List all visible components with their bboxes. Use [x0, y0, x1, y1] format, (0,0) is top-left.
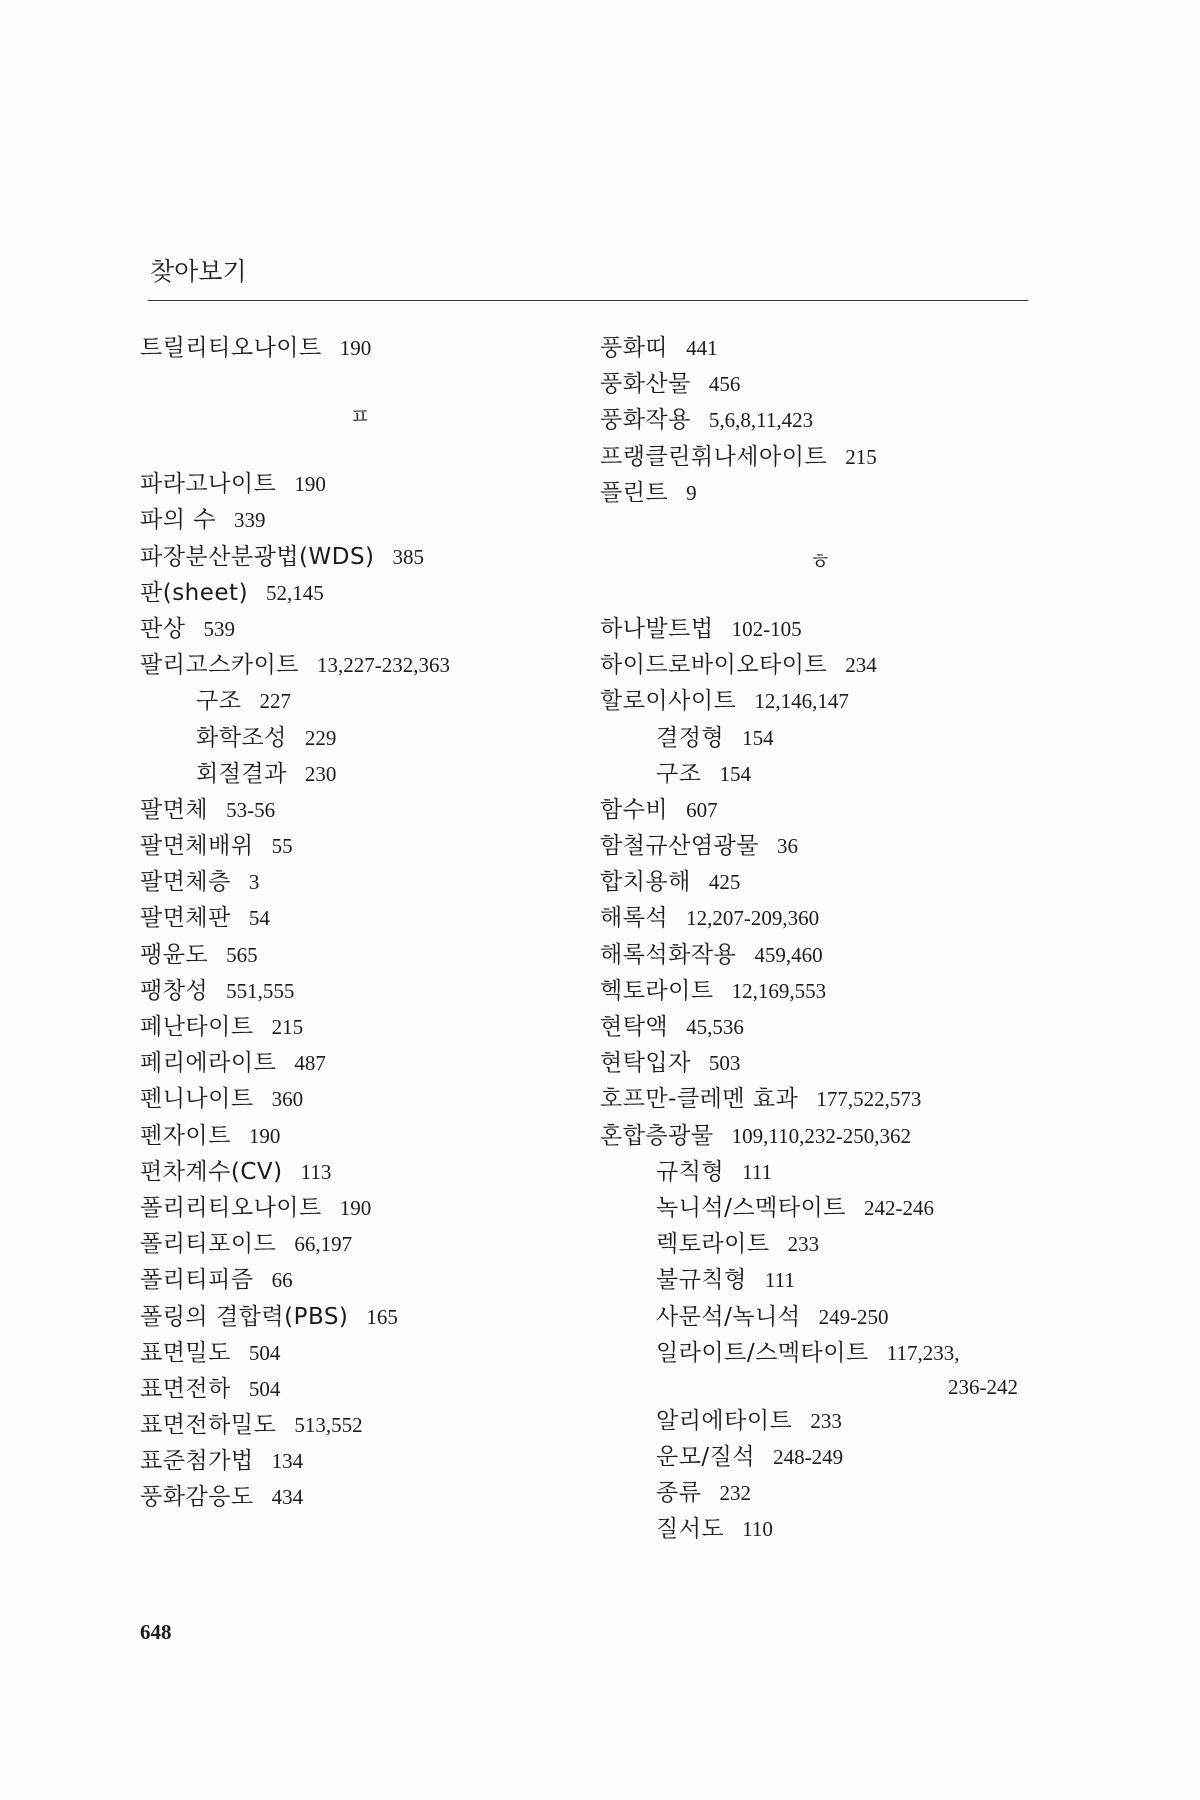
index-pages: 215 — [845, 444, 877, 469]
index-subentry — [600, 1511, 1040, 1547]
index-pages: 487 — [294, 1051, 326, 1076]
index-term: 프랭클린휘나세아이트 — [600, 443, 828, 470]
index-pages: 165 — [366, 1304, 398, 1329]
index-column-left — [140, 330, 580, 1516]
index-pages: 551,555 — [226, 978, 295, 1003]
index-subentry — [600, 756, 1040, 792]
index-pages: 227 — [259, 689, 291, 714]
index-term: 폴리티피즘 — [140, 1267, 254, 1294]
index-pages: 113 — [300, 1159, 332, 1184]
index-pages: 236-242 — [948, 1374, 1018, 1399]
index-term: 폴링의 결합력(PBS) — [140, 1303, 349, 1330]
index-pages: 5,6,8,11,423 — [708, 408, 814, 433]
index-entry-list — [600, 330, 1040, 511]
index-pages: 441 — [686, 336, 718, 360]
index-term: 사문석/녹니석 — [656, 1303, 801, 1330]
index-pages: 232 — [719, 1481, 751, 1506]
index-pages: 607 — [686, 797, 718, 822]
index-pages: 425 — [708, 870, 741, 895]
index-entry — [140, 502, 580, 538]
index-subentry — [600, 720, 1040, 756]
index-term: 규칙형 — [656, 1158, 725, 1185]
index-term: 녹니석/스멕타이트 — [656, 1194, 846, 1221]
index-pages: 111 — [742, 1159, 773, 1184]
index-entry — [140, 900, 580, 936]
index-entry — [600, 366, 1040, 402]
index-entry — [600, 900, 1040, 936]
index-pages: 385 — [392, 544, 425, 569]
index-pages: 134 — [271, 1449, 304, 1474]
index-term: 해록석 — [600, 905, 669, 932]
index-subentry — [140, 720, 580, 756]
index-term: 헥토라이트 — [600, 977, 714, 1004]
header-title: 찾아보기 — [150, 257, 247, 286]
section-letter: ㅎ — [809, 549, 831, 575]
index-pages: 12,207-209,360 — [686, 906, 820, 931]
index-pages: 109,110,232-250,362 — [731, 1123, 912, 1148]
index-pages: 13,227-232,363 — [317, 653, 451, 678]
index-pages: 504 — [248, 1340, 281, 1365]
index-term: 파라고나이트 — [140, 471, 277, 498]
index-pages: 154 — [742, 725, 774, 750]
index-pages: 190 — [294, 472, 326, 497]
index-entry — [600, 1045, 1040, 1081]
index-entry — [600, 647, 1040, 683]
index-entry — [140, 1118, 580, 1154]
index-pages: 215 — [271, 1015, 304, 1039]
index-pages: 339 — [233, 508, 266, 533]
index-term: 렉토라이트 — [656, 1231, 770, 1258]
index-entry — [140, 539, 580, 575]
index-entry — [140, 937, 580, 973]
index-entry — [140, 1154, 580, 1190]
index-entry — [600, 1118, 1040, 1154]
index-subentry — [600, 1475, 1040, 1511]
index-pages: 248-249 — [773, 1445, 844, 1470]
index-term: 팔면체배위 — [140, 833, 254, 860]
index-entry — [140, 973, 580, 1009]
index-pages: 565 — [226, 942, 258, 967]
index-term: 파장분산분광법(WDS) — [140, 543, 375, 570]
index-term: 풍화띠 — [600, 335, 669, 361]
index-subentry — [600, 1154, 1040, 1190]
index-term: 페리에라이트 — [140, 1050, 277, 1077]
index-term: 트릴리티오나이트 — [140, 335, 322, 361]
index-entry — [140, 1479, 580, 1515]
index-pages: 249-250 — [818, 1304, 889, 1329]
running-header — [148, 252, 1028, 301]
index-term: 폴리티포이드 — [140, 1231, 277, 1258]
index-term: 판상 — [140, 615, 186, 642]
index-entry — [140, 1299, 580, 1335]
index-subentry — [600, 1226, 1040, 1262]
index-entry — [140, 330, 580, 366]
index-pages: 154 — [719, 761, 751, 786]
index-term: 구조 — [196, 688, 242, 715]
index-entry — [140, 1371, 580, 1407]
index-term: 혼합층광물 — [600, 1122, 714, 1149]
index-pages: 456 — [708, 372, 741, 397]
index-pages: 45,536 — [686, 1015, 744, 1039]
index-term: 종류 — [656, 1480, 702, 1507]
index-entry — [140, 1262, 580, 1298]
index-subentry — [600, 1190, 1040, 1226]
index-entry — [600, 864, 1040, 900]
index-entry — [600, 1009, 1040, 1045]
index-entry-list — [140, 466, 580, 1515]
index-pages: 12,169,553 — [731, 978, 827, 1003]
index-term: 질서도 — [656, 1516, 725, 1543]
index-pages: 9 — [686, 480, 697, 505]
index-pages: 459,460 — [754, 942, 823, 967]
index-term: 할로이사이트 — [600, 688, 737, 715]
index-term: 합치용해 — [600, 869, 691, 896]
index-pages: 539 — [203, 616, 235, 641]
index-term: 폴리리티오나이트 — [140, 1194, 322, 1221]
index-term: 호프만-클레멘 효과 — [600, 1086, 799, 1113]
header-rule — [148, 300, 1028, 301]
index-term: 운모/질석 — [656, 1444, 756, 1471]
index-pages: 513,552 — [294, 1413, 363, 1438]
index-term: 판(sheet) — [140, 579, 249, 606]
index-entry — [140, 864, 580, 900]
index-pages: 54 — [248, 906, 270, 931]
index-term: 일라이트/스멕타이트 — [656, 1339, 869, 1366]
index-subentry — [600, 1299, 1040, 1335]
index-entry — [140, 466, 580, 502]
index-term: 펜니나이트 — [140, 1086, 254, 1113]
index-term: 팽창성 — [140, 977, 209, 1004]
index-pages: 190 — [248, 1123, 281, 1148]
index-subentry — [600, 1403, 1040, 1439]
index-entry — [600, 937, 1040, 973]
index-term: 표준첨가법 — [140, 1448, 254, 1475]
index-pages: 233 — [810, 1408, 842, 1433]
index-entry — [140, 1335, 580, 1371]
index-entry — [140, 1190, 580, 1226]
index-entry — [140, 1443, 580, 1479]
index-entry — [600, 439, 1040, 475]
index-entry — [600, 330, 1040, 366]
index-term: 페난타이트 — [140, 1014, 254, 1040]
index-entry — [140, 1045, 580, 1081]
index-pages: 102-105 — [731, 616, 802, 641]
index-entry — [600, 683, 1040, 719]
index-entry — [600, 973, 1040, 1009]
index-entry — [140, 575, 580, 611]
index-subentry — [140, 756, 580, 792]
index-subentry — [600, 1335, 1040, 1371]
index-entry — [140, 828, 580, 864]
index-term: 해록석화작용 — [600, 941, 737, 968]
index-pages: 117,233, — [886, 1340, 960, 1365]
index-pages: 12,146,147 — [754, 689, 849, 714]
index-term: 하나발트법 — [600, 615, 714, 642]
index-pages: 242-246 — [864, 1195, 934, 1220]
index-term: 파의 수 — [140, 507, 216, 534]
index-pages: 36 — [777, 834, 799, 859]
index-term: 현탁액 — [600, 1014, 669, 1040]
index-term: 결정형 — [656, 724, 725, 751]
index-term: 표면전하밀도 — [140, 1412, 277, 1439]
index-pages: 434 — [271, 1485, 304, 1510]
index-subentry — [600, 1439, 1040, 1475]
index-entry-list — [600, 611, 1040, 1548]
index-entry — [140, 611, 580, 647]
index-entry — [140, 1407, 580, 1443]
index-term: 표면밀도 — [140, 1339, 231, 1366]
index-pages: 177,522,573 — [816, 1087, 922, 1112]
index-term: 팔면체층 — [140, 869, 231, 896]
index-term: 구조 — [656, 760, 702, 787]
index-term: 팔면체판 — [140, 905, 231, 932]
index-pages: 360 — [271, 1087, 304, 1112]
page-number: 648 — [140, 1620, 172, 1644]
index-pages: 110 — [742, 1517, 773, 1542]
index-pages: 111 — [764, 1268, 795, 1293]
index-term: 플린트 — [600, 479, 669, 506]
index-column-right — [600, 330, 1040, 1548]
index-term: 회절결과 — [196, 760, 287, 787]
index-term: 표면전하 — [140, 1375, 231, 1402]
index-term: 팽윤도 — [140, 941, 209, 968]
index-term: 현탁입자 — [600, 1050, 691, 1077]
index-pages: 66,197 — [294, 1232, 353, 1257]
index-term: 불규칙형 — [656, 1267, 747, 1294]
index-term: 펜자이트 — [140, 1122, 231, 1149]
index-term: 함수비 — [600, 796, 669, 823]
index-entry — [600, 611, 1040, 647]
index-pages: 55 — [271, 834, 293, 859]
section-letter: ㅍ — [349, 405, 371, 431]
index-subentry — [600, 1262, 1040, 1298]
index-pages: 233 — [787, 1232, 820, 1257]
index-entry — [140, 792, 580, 828]
index-term: 풍화감응도 — [140, 1484, 254, 1511]
index-entry — [140, 1009, 580, 1045]
index-term: 하이드로바이오타이트 — [600, 652, 828, 679]
index-entry — [600, 402, 1040, 438]
index-pages: 229 — [304, 725, 337, 750]
index-pages: 234 — [845, 653, 877, 678]
index-entry — [600, 828, 1040, 864]
index-entry — [600, 475, 1040, 511]
index-subentry — [140, 683, 580, 719]
index-pages: 3 — [248, 870, 260, 895]
index-term: 풍화작용 — [600, 407, 691, 434]
index-pages: 504 — [248, 1376, 281, 1401]
index-term: 함철규산염광물 — [600, 833, 760, 860]
index-pages: 52,145 — [266, 580, 324, 605]
index-pages: 190 — [339, 1195, 372, 1220]
index-entry — [140, 647, 580, 683]
index-pages: 66 — [271, 1268, 293, 1293]
index-entry-continuation — [600, 1371, 1040, 1403]
index-pages: 190 — [339, 336, 372, 360]
index-term: 화학조성 — [196, 724, 287, 751]
index-term: 알리에타이트 — [656, 1407, 793, 1434]
index-pages: 503 — [708, 1051, 741, 1076]
index-entry — [600, 1081, 1040, 1117]
index-term: 팔리고스카이트 — [140, 652, 300, 679]
index-term: 팔면체 — [140, 796, 209, 823]
index-entry — [600, 792, 1040, 828]
index-pages: 53-56 — [226, 797, 276, 822]
index-pages: 230 — [304, 761, 337, 786]
index-entry — [140, 1226, 580, 1262]
index-entry — [140, 1081, 580, 1117]
index-term: 풍화산물 — [600, 371, 691, 398]
index-term: 편차계수(CV) — [140, 1158, 283, 1185]
